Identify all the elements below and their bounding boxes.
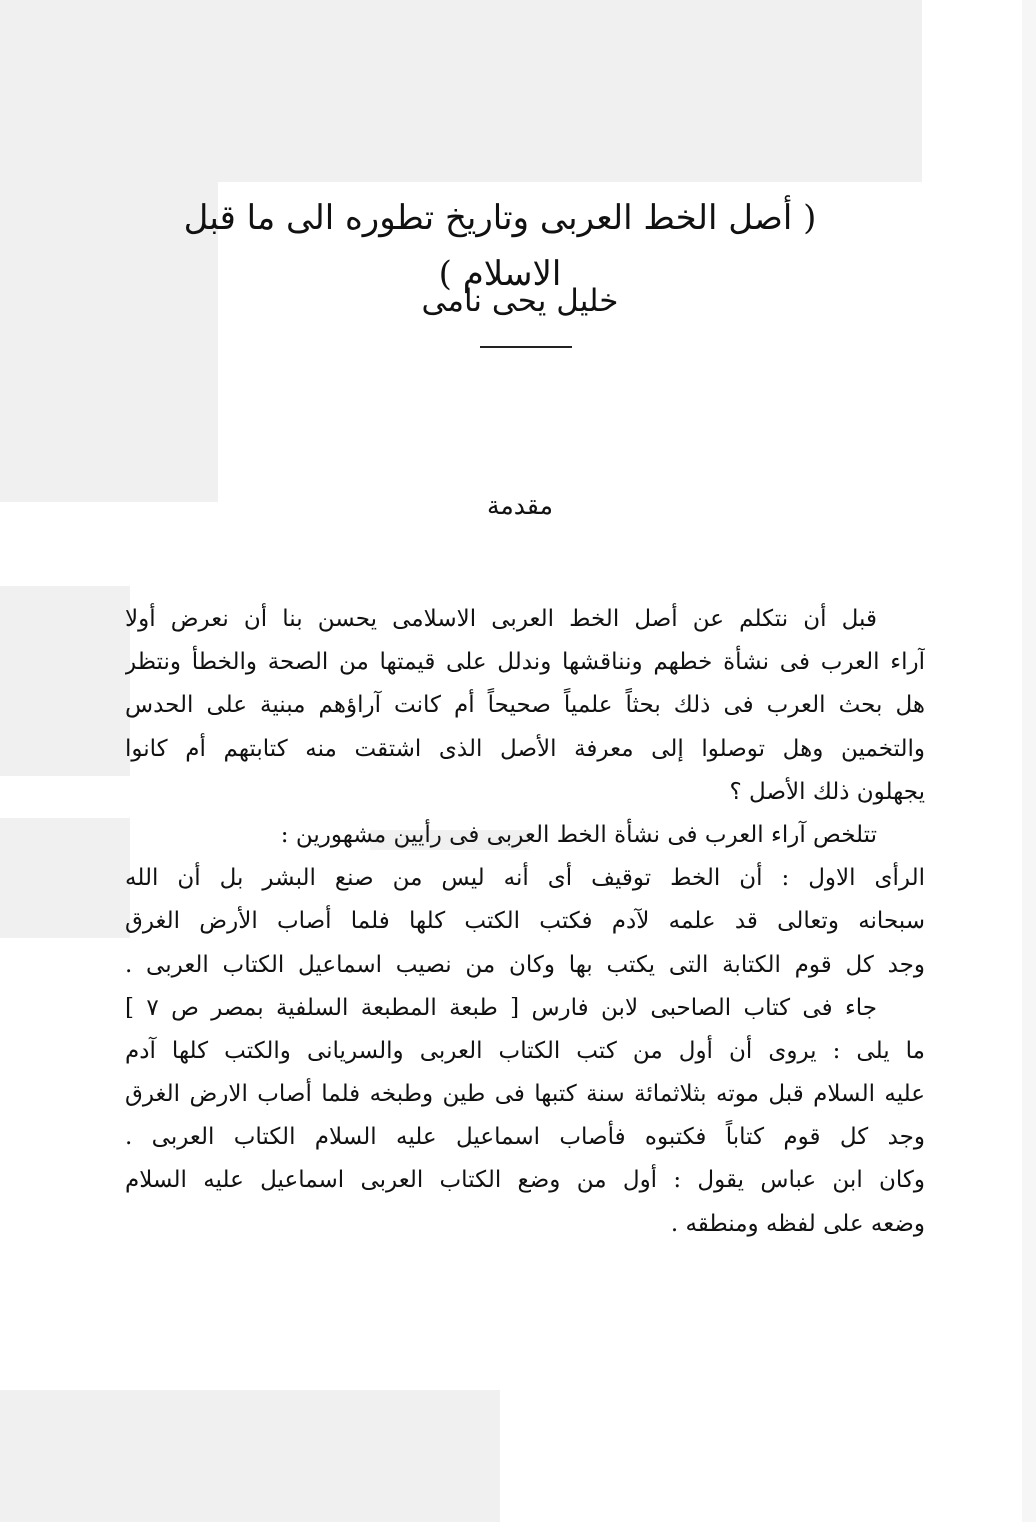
body-text (125, 598, 925, 1246)
article-title: ( أصل الخط العربى وتاريخ تطوره الى ما قبل الاسلام ) (183, 198, 817, 294)
text-line: الرأى الاول : أن الخط توقيف أى أنه ليس من صنع البشر بل أن الله (125, 865, 925, 892)
text-line: جاء فى كتاب الصاحبى لابن فارس [ طبعة المطبعة السلفية بمصر ص ٧ ] (125, 994, 877, 1021)
text-line: وكان ابن عباس يقول : أول من وضع الكتاب العربى اسماعيل عليه السلام (125, 1167, 925, 1194)
text-line: وجد كل قوم الكتابة التى يكتب بها وكان من نصيب اسماعيل الكتاب العربى . (125, 951, 925, 978)
text-line: يجهلون ذلك الأصل ؟ (729, 778, 925, 805)
text-line: آراء العرب فى نشأة خطهم ونناقشها وندلل على قيمتها من الصحة والخطأ ونتظر (125, 649, 925, 676)
text-line: تتلخص آراء العرب فى نشأة الخط العربى فى رأيين مشهورين : (280, 821, 877, 848)
text-line: قبل أن نتكلم عن أصل الخط العربى الاسلامى يحسن بنا أن نعرض أولا (125, 606, 877, 632)
text-line: وجد كل قوم كتاباً فكتبوه فأصاب اسماعيل عليه السلام الكتاب العربى . (125, 1124, 925, 1151)
section-heading: مقدمة (487, 491, 553, 520)
text-line: هل بحث العرب فى ذلك بحثاً علمياً صحيحاً أم كانت آراؤهم مبنية على الحدس (125, 692, 925, 719)
title-divider (480, 346, 572, 348)
author-name: خليل يحى نامى (421, 283, 619, 319)
text-line: ما يلى : يروى أن أول من كتب الكتاب العربى والسريانى والكتب كلها آدم (125, 1037, 925, 1064)
text-line: عليه السلام قبل موته بثلاثمائة سنة كتبها فى طين وطبخه فلما أصاب الارض الغرق (125, 1081, 925, 1108)
text-line: وضعه على لفظه ومنطقه . (670, 1210, 925, 1237)
text-line: سبحانه وتعالى قد علمه لآدم فكتب الكتب كلها فلما أصاب الأرض الغرق (125, 908, 925, 935)
text-line: والتخمين وهل توصلوا إلى معرفة الأصل الذى اشتقت منه كتابتهم أم كانوا (125, 735, 925, 762)
